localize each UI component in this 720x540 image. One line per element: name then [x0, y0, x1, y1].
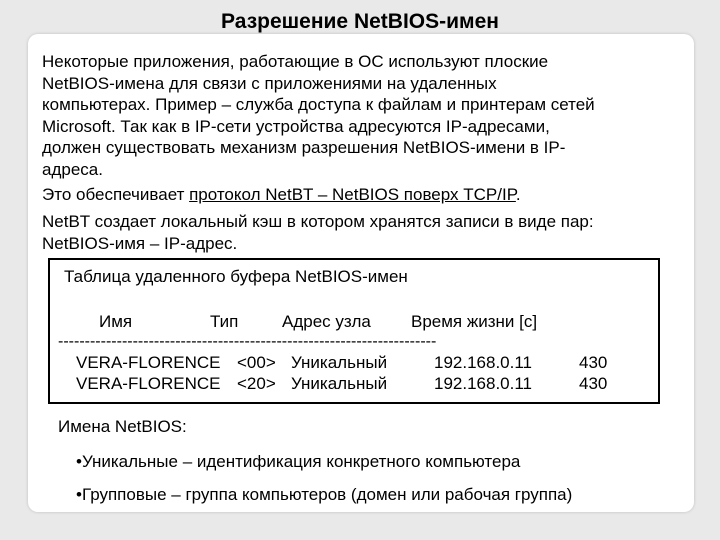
table-row [50, 374, 658, 394]
cell-type: Уникальный [291, 374, 388, 393]
intro-line-3: компьютерах. Пример – служба доступа к файлам и принтерам сетей [42, 95, 595, 114]
column-header-address: Адрес узла [282, 312, 371, 331]
cell-name: VERA-FLORENCE [76, 353, 221, 372]
names-heading: Имена NetBIOS: [58, 417, 187, 436]
netbt-protocol-link[interactable]: протокол NetBT – NetBIOS поверх TCP/IP [189, 185, 516, 204]
cell-name: VERA-FLORENCE [76, 374, 221, 393]
intro-line-6: адреса. [42, 159, 103, 179]
intro-line-5: должен существовать механизм разрешения NetBIOS-имени в IP- [42, 138, 566, 157]
cell-ttl: 430 [579, 353, 608, 372]
cache-line-2: NetBIOS-имя – IP-адрес. [42, 233, 238, 253]
column-header-name: Имя [99, 312, 133, 331]
list-item-group: •Групповые – группа компьютеров (домен или рабочая группа) [76, 485, 573, 504]
cell-address: 192.168.0.11 [434, 353, 532, 372]
provides-suffix: . [515, 185, 521, 204]
intro-paragraph [42, 51, 692, 180]
cache-line-1: NetBT создает локальный кэш в котором хранятся записи в виде пар: [42, 212, 594, 231]
slide-title: Разрешение NetBIOS-имен [221, 10, 499, 33]
provides-prefix: Это обеспечивает [42, 185, 190, 204]
cell-tag: <20> [237, 374, 276, 393]
intro-line-1: Некоторые приложения, работающие в ОС используют плоские [42, 52, 549, 71]
intro-line-4: Microsoft. Так как в IP-сети устройства адресуются IP-адресами, [42, 116, 550, 136]
table-separator: ----------------------------------------------------------------------- [58, 333, 437, 350]
cell-ttl: 430 [579, 374, 608, 393]
intro-line-2: NetBIOS-имена для связи с приложениями на удаленных [42, 73, 497, 93]
netbios-cache-table [48, 258, 660, 404]
cell-type: Уникальный [291, 353, 388, 372]
table-row [50, 353, 658, 373]
cache-paragraph [42, 211, 692, 254]
list-item-unique: •Уникальные – идентификация конкретного компьютера [76, 452, 521, 471]
column-header-type: Тип [210, 312, 239, 331]
cell-tag: <00> [237, 353, 276, 372]
table-title: Таблица удаленного буфера NetBIOS-имен [64, 267, 408, 286]
cell-address: 192.168.0.11 [434, 374, 532, 393]
provides-paragraph [42, 184, 692, 206]
column-header-ttl: Время жизни [c] [411, 312, 538, 331]
